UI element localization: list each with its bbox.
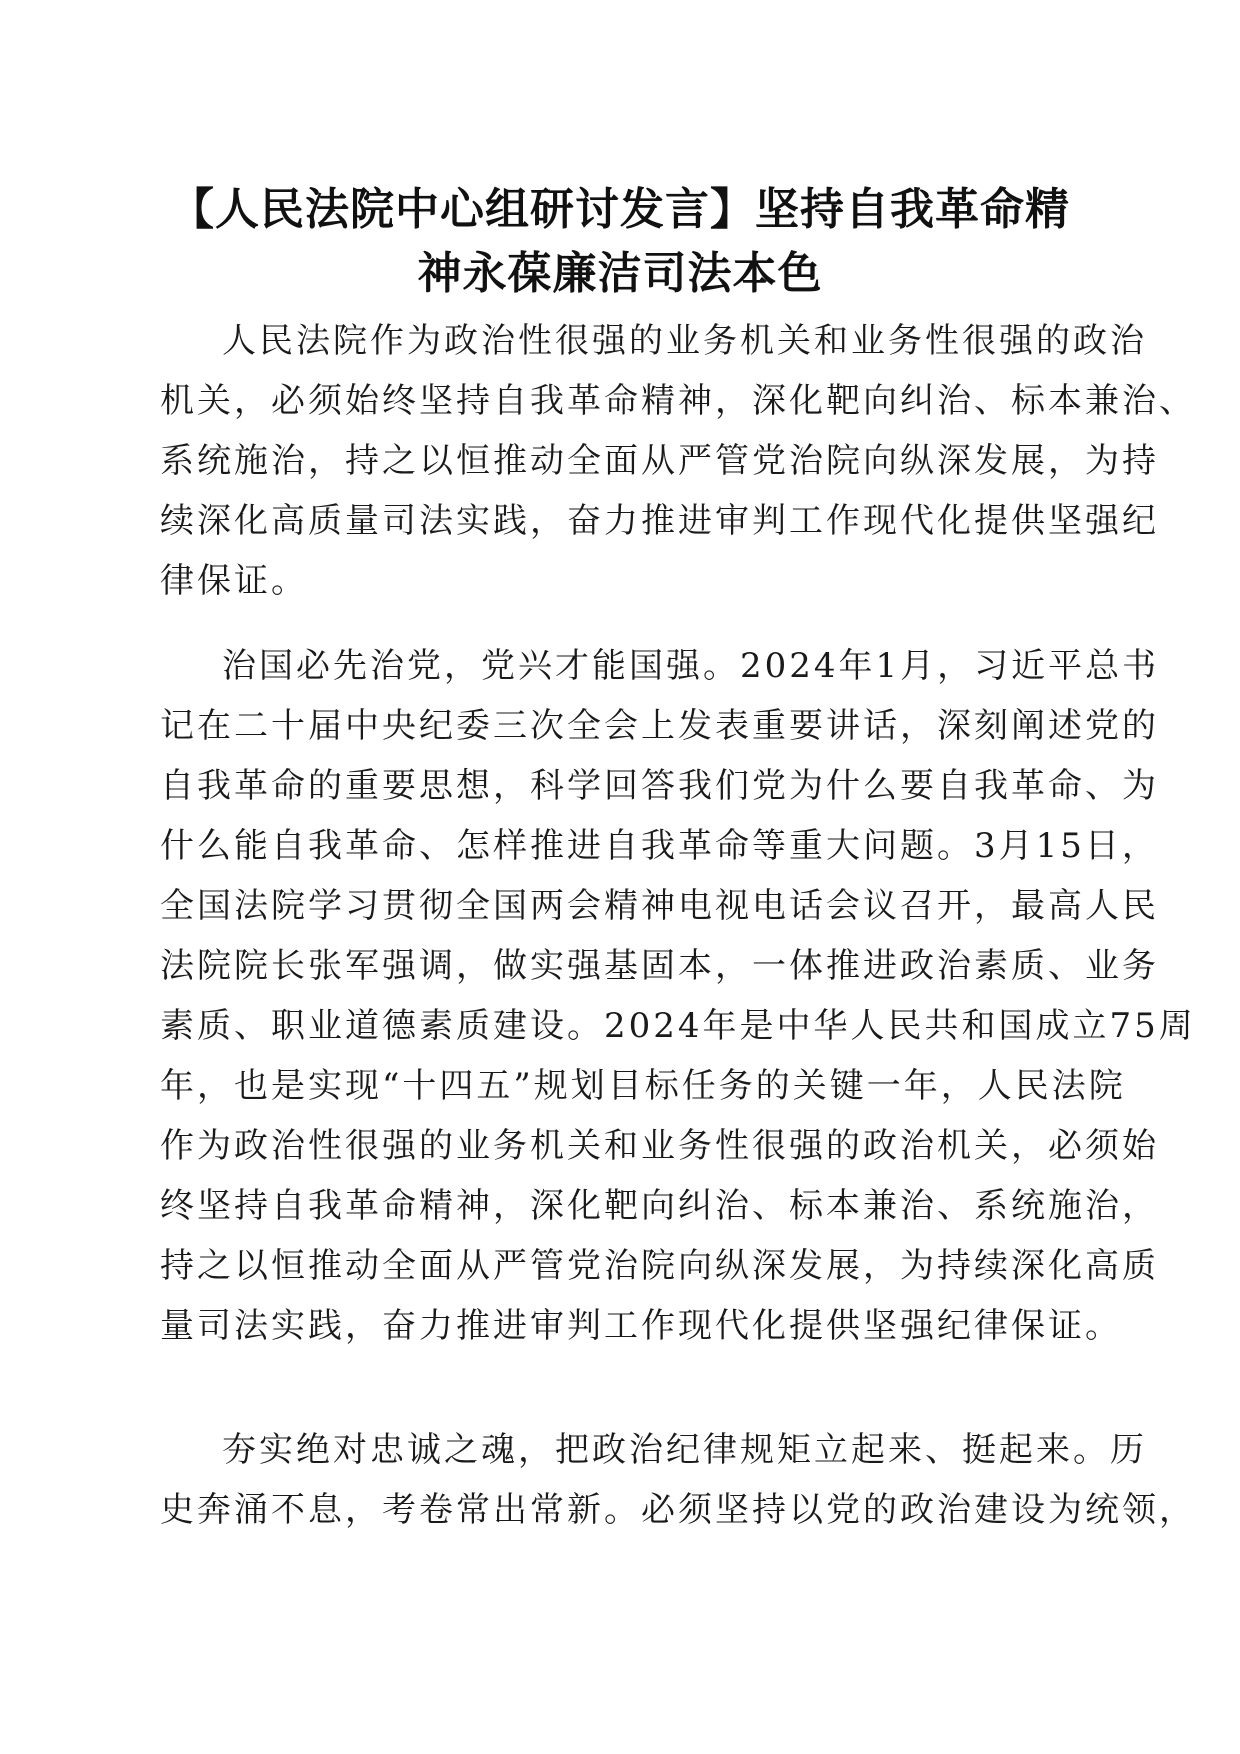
- paragraph-2: [160, 636, 1196, 1356]
- paragraph-line: 法院院长张军强调，做实强基固本，一体推进政治素质、业务: [160, 946, 1159, 986]
- paragraph-line: 全国法院学习贯彻全国两会精神电视电话会议召开，最高人民: [160, 886, 1159, 926]
- paragraph-line: 史奔涌不息，考卷常出常新。必须坚持以党的政治建设为统领，: [160, 1490, 1196, 1530]
- paragraph-line: 年，也是实现“十四五”规划目标任务的关键一年，人民法院: [160, 1066, 1126, 1106]
- title-line-1: 【人民法院中心组研讨发言】坚持自我革命精: [170, 184, 1070, 235]
- title-line-2: 神永葆廉洁司法本色: [417, 248, 823, 299]
- paragraph-line: 终坚持自我革命精神，深化靶向纠治、标本兼治、系统施治，: [160, 1186, 1159, 1226]
- paragraph-line: 作为政治性很强的业务机关和业务性很强的政治机关，必须始: [160, 1126, 1159, 1166]
- document-title: [150, 178, 1090, 306]
- paragraph-line: 自我革命的重要思想，科学回答我们党为什么要自我革命、为: [160, 766, 1159, 806]
- paragraph-line: 夯实绝对忠诚之魂，把政治纪律规矩立起来、挺起来。历: [222, 1430, 1147, 1470]
- paragraph-1: [160, 311, 1196, 611]
- paragraph-line: 记在二十届中央纪委三次全会上发表重要讲话，深刻阐述党的: [160, 706, 1159, 746]
- paragraph-line: 人民法院作为政治性很强的业务机关和业务性很强的政治: [222, 321, 1147, 361]
- paragraph-line: 律保证。: [160, 561, 308, 601]
- paragraph-line: 续深化高质量司法实践，奋力推进审判工作现代化提供坚强纪: [160, 501, 1159, 541]
- paragraph-line: 量司法实践，奋力推进审判工作现代化提供坚强纪律保证。: [160, 1306, 1122, 1346]
- paragraph-line: 机关，必须始终坚持自我革命精神，深化靶向纠治、标本兼治、: [160, 381, 1196, 421]
- paragraph-line: 系统施治，持之以恒推动全面从严管党治院向纵深发展，为持: [160, 441, 1159, 481]
- paragraph-3: [160, 1420, 1196, 1540]
- paragraph-line: 素质、职业道德素质建设。2024年是中华人民共和国成立75周: [160, 1006, 1196, 1046]
- paragraph-line: 治国必先治党，党兴才能国强。2024年1月，习近平总书: [222, 646, 1160, 686]
- paragraph-line: 持之以恒推动全面从严管党治院向纵深发展，为持续深化高质: [160, 1246, 1159, 1286]
- paragraph-line: 什么能自我革命、怎样推进自我革命等重大问题。3月15日，: [160, 826, 1159, 866]
